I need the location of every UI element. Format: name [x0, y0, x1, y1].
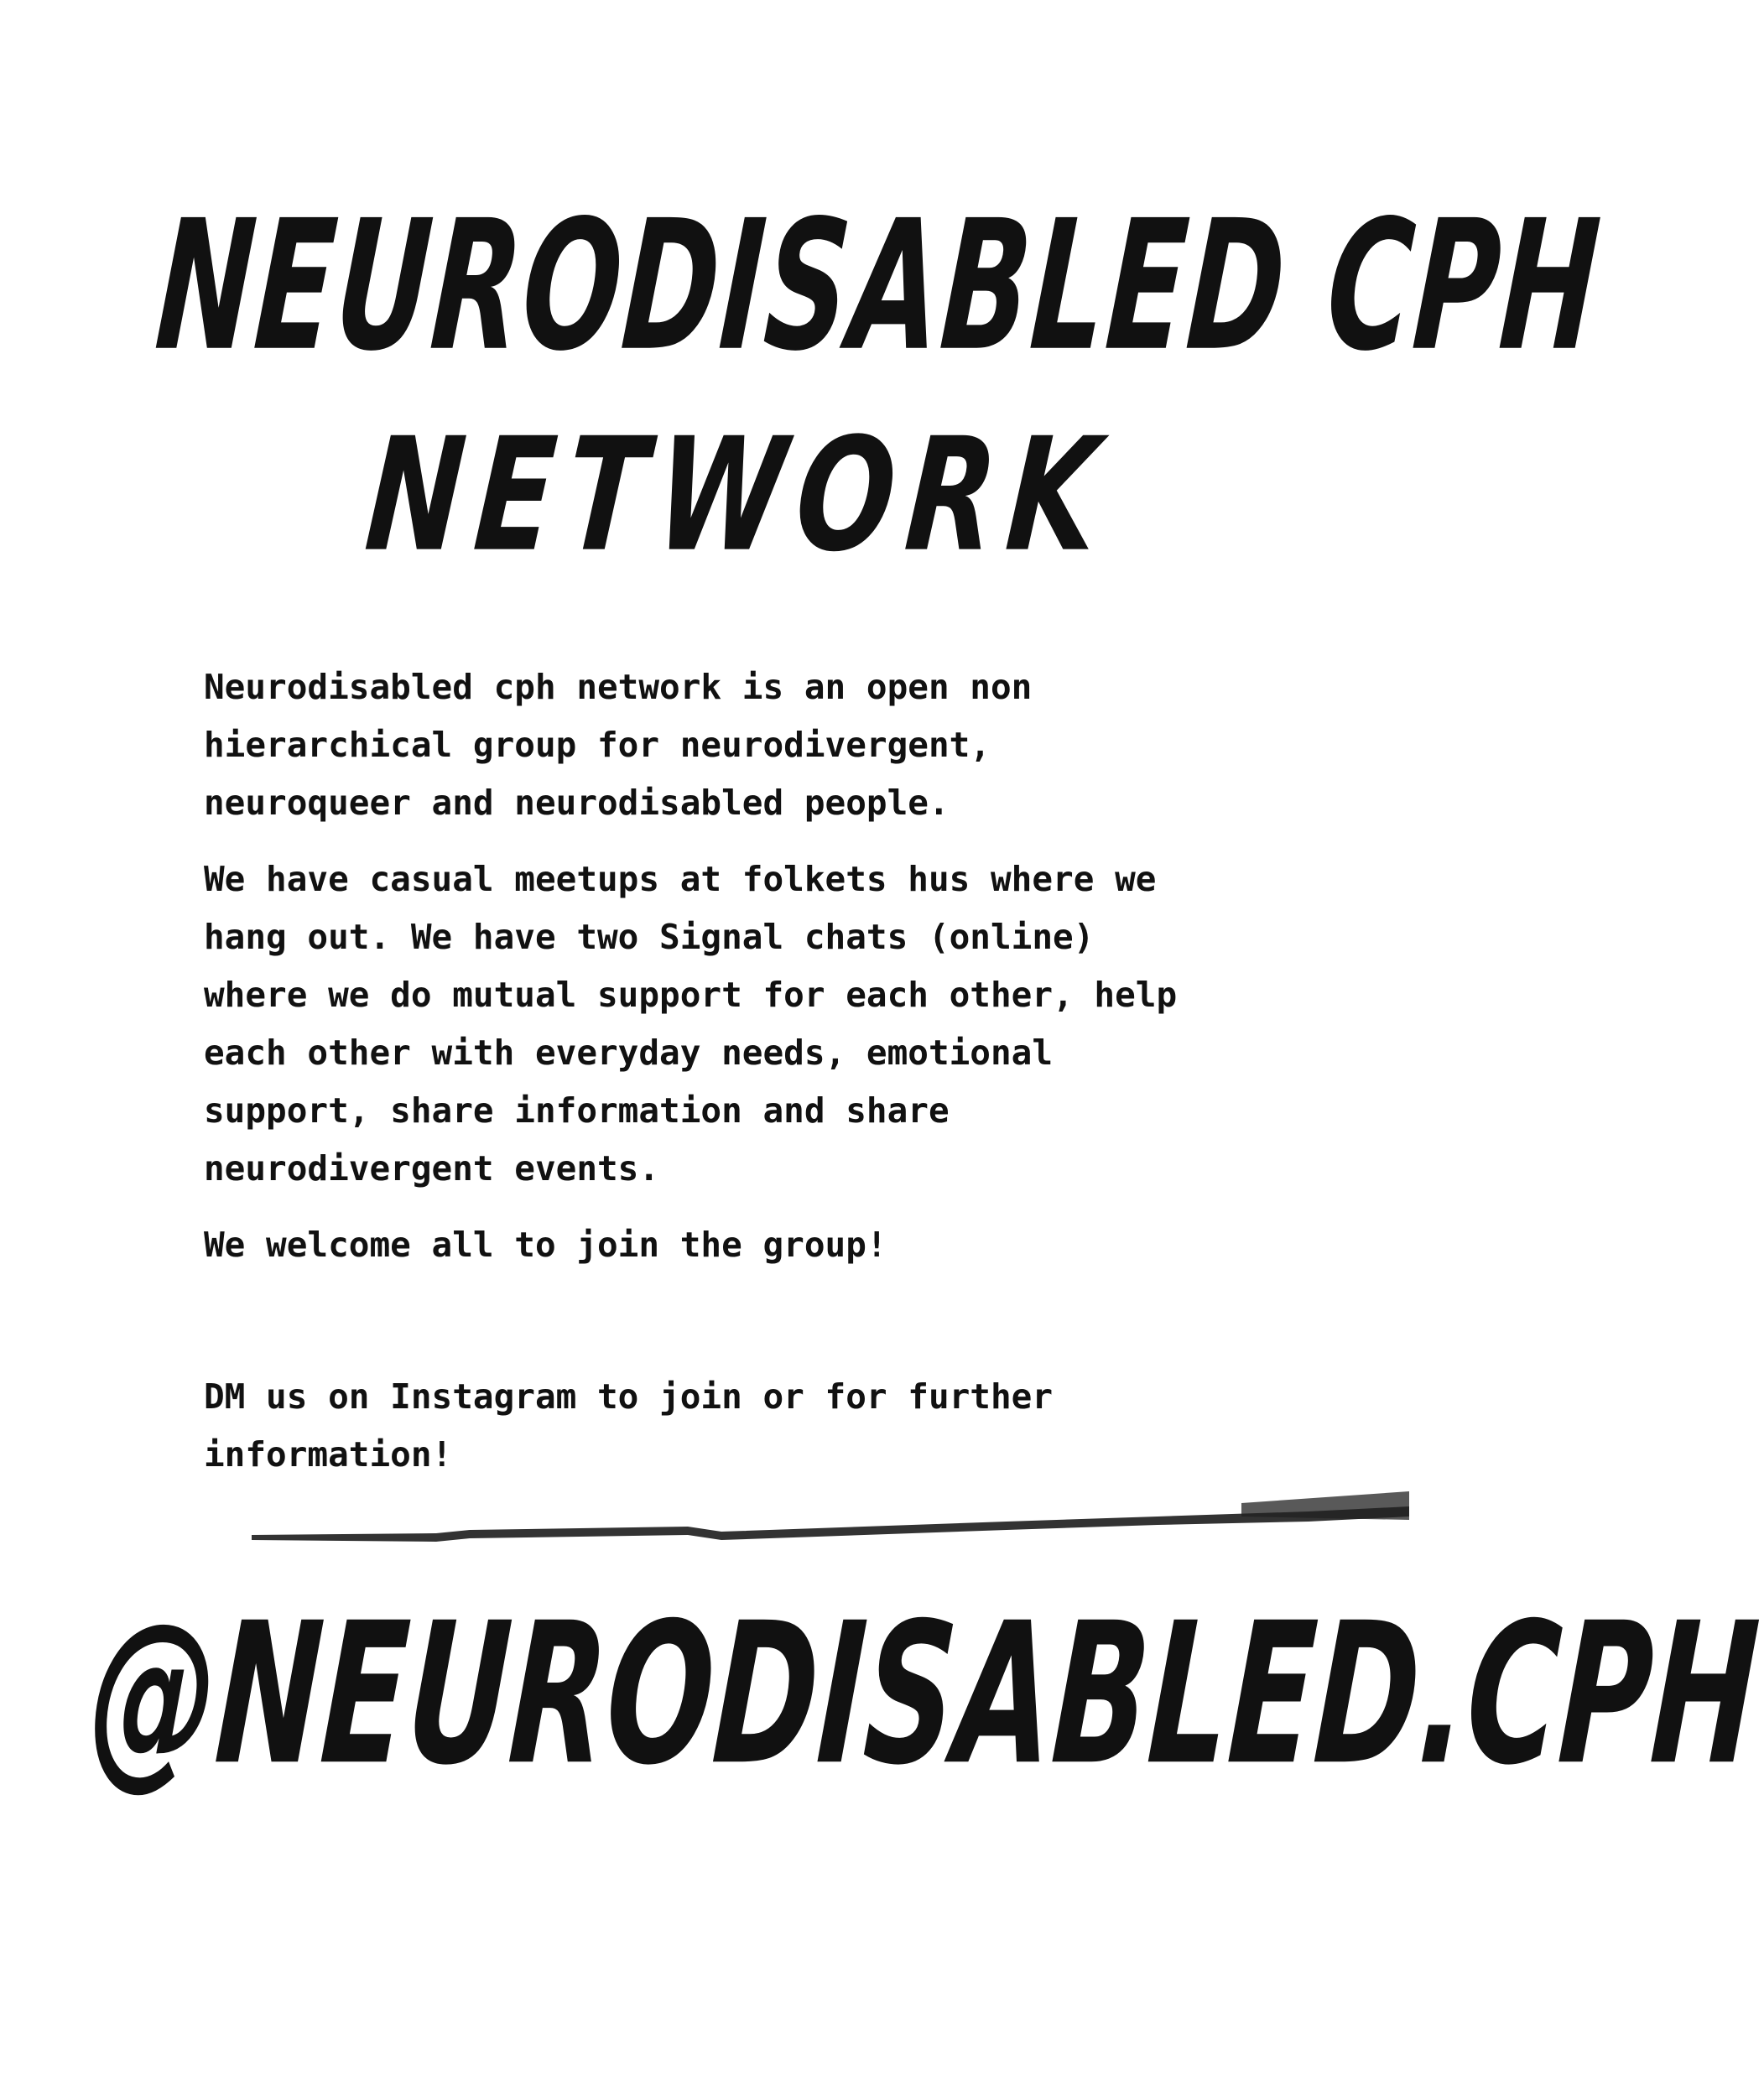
- torn-paper-edge: [252, 1491, 1409, 1550]
- poster-title: [150, 181, 1607, 587]
- activities-paragraph: We have casual meetups at folkets hus where we hang out. We have two Signal chats (online) where we do mutual support for each other, help each other with everyday needs, emotional support, share information and share neurodivergent events.: [204, 859, 1178, 1189]
- instagram-handle: @NEURODISABLED.CPH: [84, 1582, 1764, 1809]
- description-body: [204, 658, 1395, 1502]
- intro-paragraph: Neurodisabled cph network is an open non hierarchical group for neurodivergent, neuroqueer and neurodisabled people.: [204, 667, 1033, 823]
- contact-paragraph: DM us on Instagram to join or for further information!: [204, 1376, 1054, 1475]
- title-line-2: NETWORK: [360, 403, 1116, 587]
- title-line-1: NEURODISABLED CPH: [150, 181, 1607, 391]
- welcome-paragraph: We welcome all to join the group!: [204, 1225, 887, 1265]
